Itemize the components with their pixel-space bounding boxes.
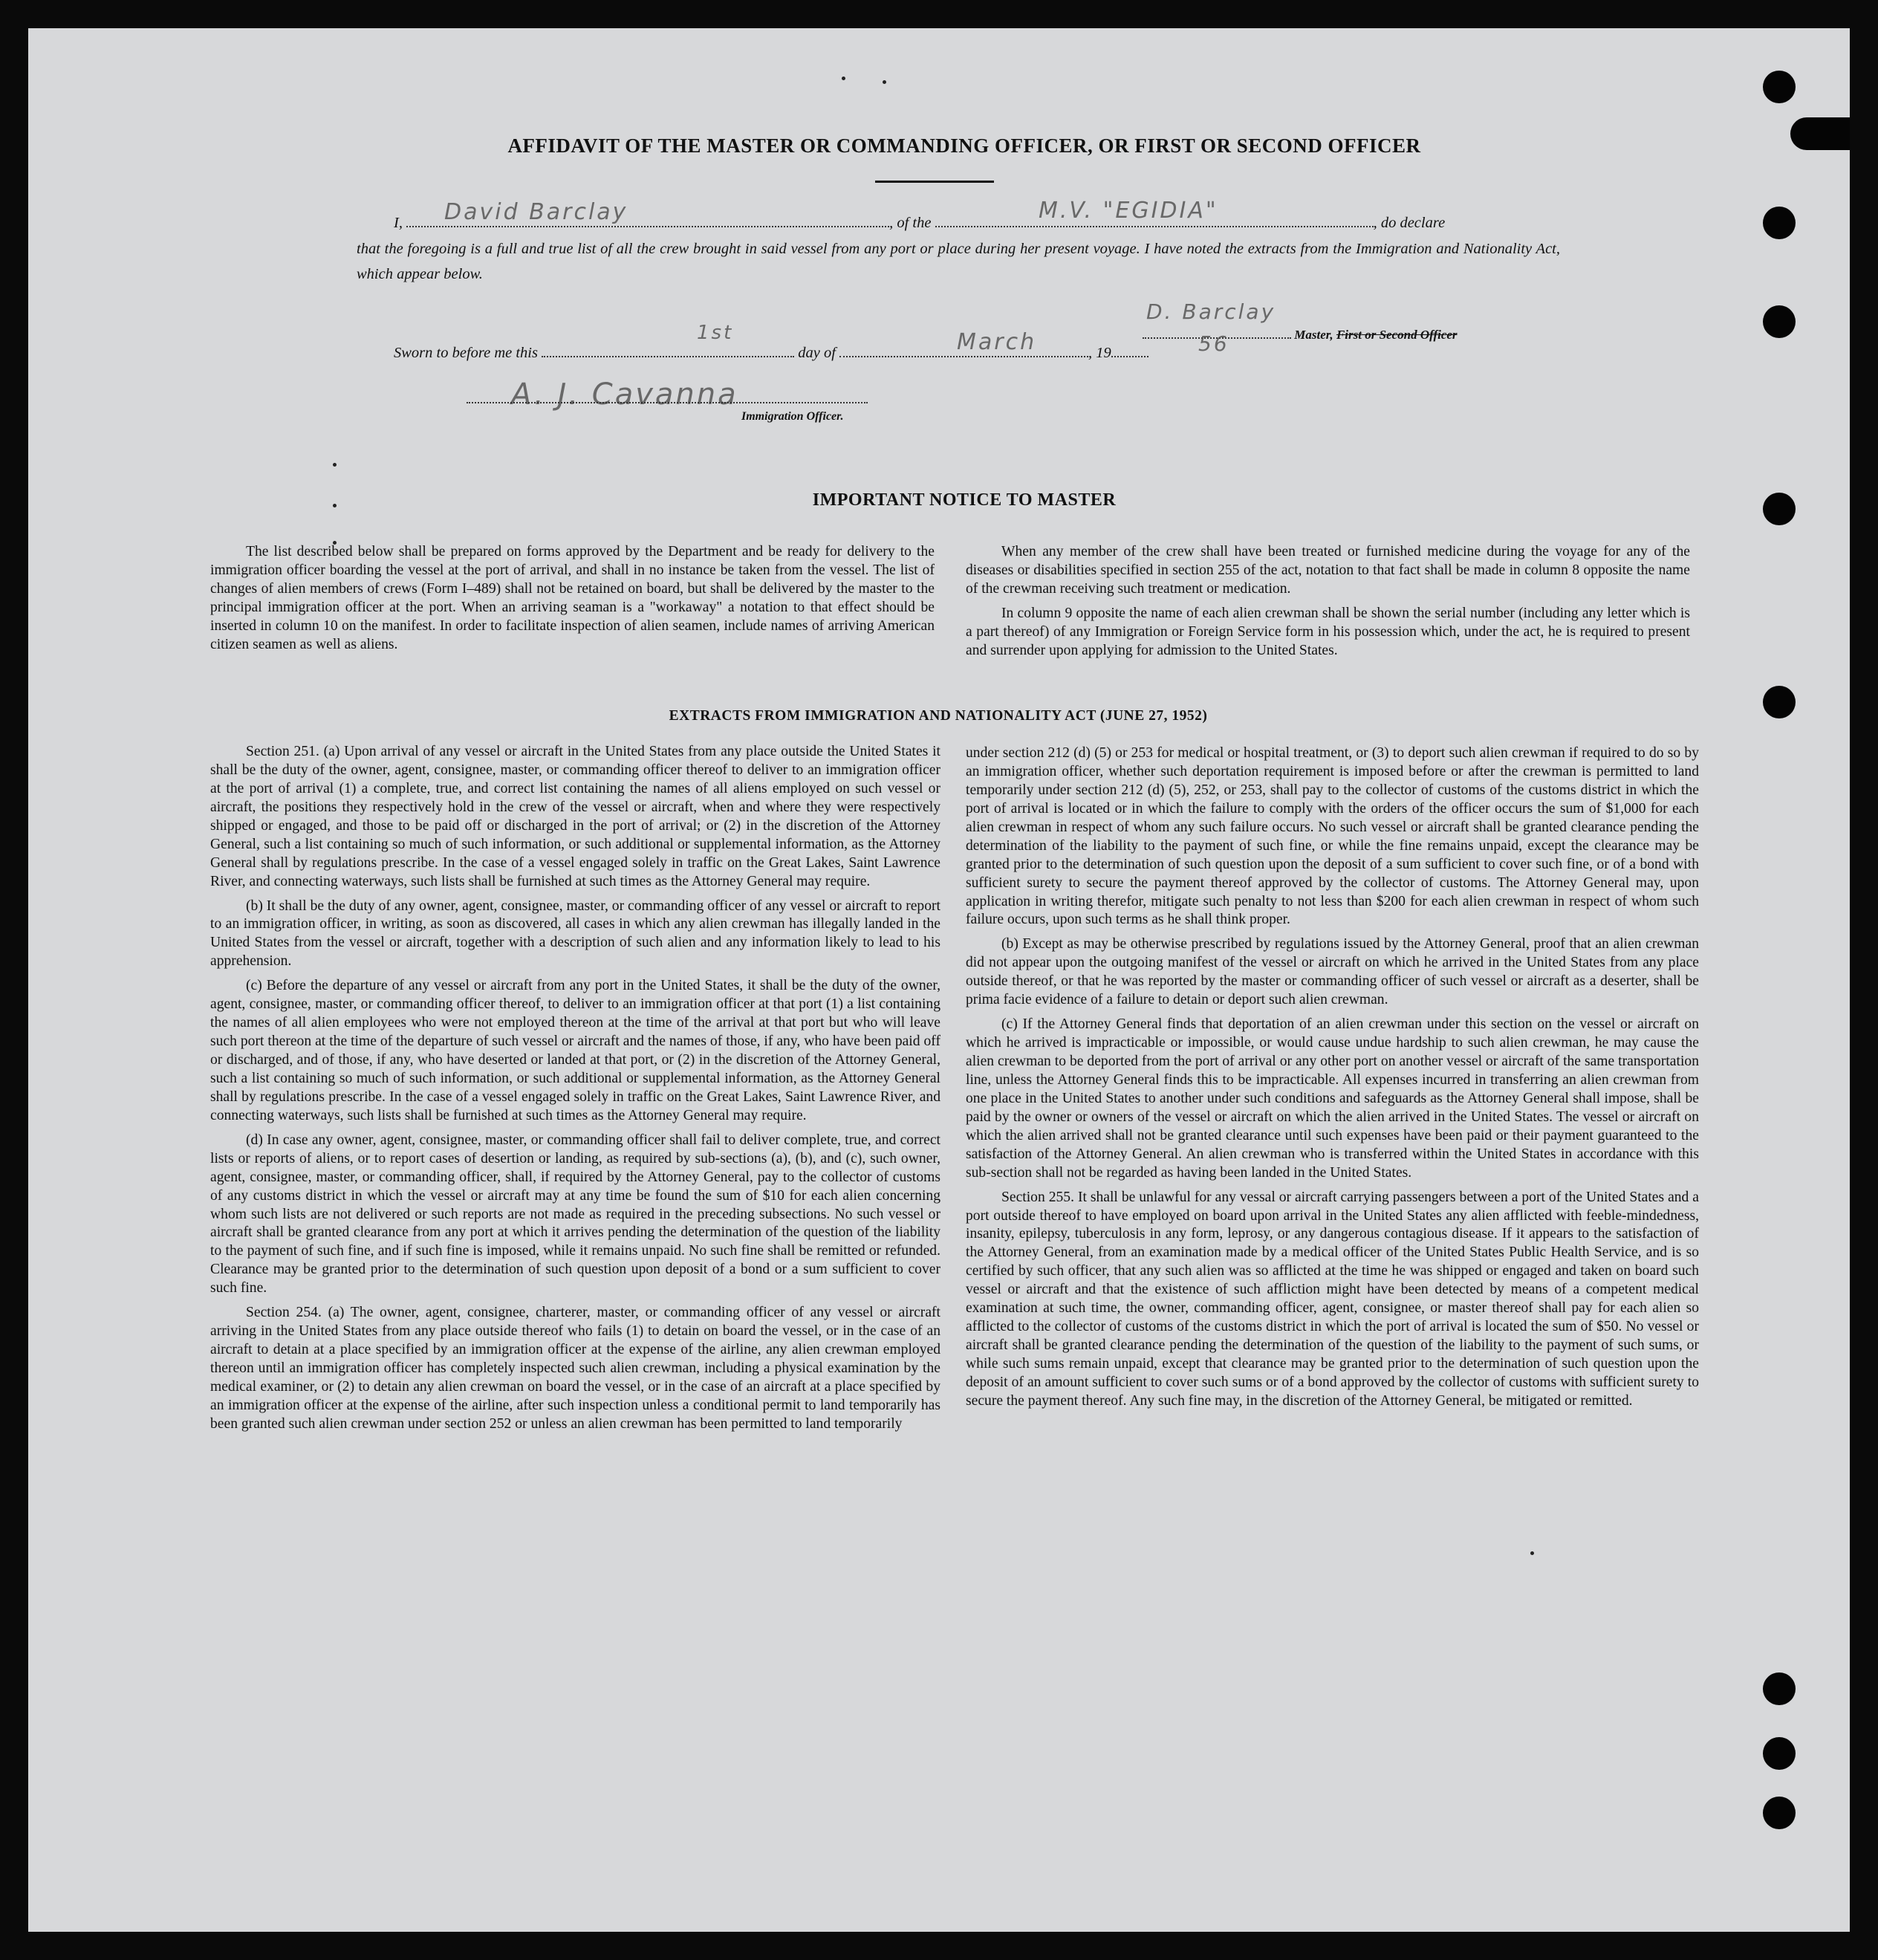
scan-speck — [1530, 1551, 1534, 1555]
master-signature: D. Barclay — [1146, 299, 1276, 324]
notice-right-column — [966, 542, 1690, 666]
notice-paragraph: When any member of the crew shall have been treated or furnished medicine during the voyage for any of the diseases or disabilities specified in section 255 of the act, notation to that fact shall be made in column 8 opposite the name of the crewman receiving such treatment or medication. — [966, 544, 1690, 597]
declaration-statement: that the foregoing is a full and true list of all the crew brought in said vessel from any port or place during her present voyage. I have noted the extracts from the Immigration and Nationality Act, which appear below. — [357, 241, 1560, 282]
notice-paragraph: The list described below shall be prepared on forms approved by the Department and be ready for delivery to the immigration officer boarding the vessel at the port of arrival, and shall in no instance be taken from the vessel. The list of changes of alien members of crews (Form I–489) shall not be retained on board, but shall be delivered by the master to the principal immigration officer at the port. When an arriving seaman is a "workaway" a notation to that effect should be inserted in column 10 on the manifest. In order to facilitate inspection of alien seamen, include names of arriving American citizen seamen as well as aliens. — [210, 544, 935, 653]
year-field — [1111, 356, 1148, 357]
vessel-handwriting: M.V. "EGIDIA" — [1039, 198, 1218, 224]
extract-paragraph: (b) Except as may be otherwise prescribed by regulations issued by the Attorney General, proof that an alien crewman did not appear upon the outgoing manifest of the vessel or aircraft on which he arrived in the United States from any place outside thereof, or that he was reported by the master or commanding officer of such vessel or aircraft as a deserter, shall be prima facie evidence of a failure to detain or deport such alien crewman. — [966, 936, 1699, 1008]
binder-hole — [1763, 71, 1796, 103]
year-handwriting: 56 — [1198, 331, 1229, 356]
extract-paragraph: Section 254. (a) The owner, agent, consignee, charterer, master, or commanding officer of any vessel or aircraft arriving in the United States from any place outside thereof who fails (1) to detain on board the vessel, or in the case of an aircraft to detain at a place specified by an immigration officer at the expense of the airline, any alien crewman employed thereon until an immigration officer has completely inspected such alien crewman, including a physical examination by the medical examiner, or (2) to detain any alien crewman on board the vessel, or in the case of an aircraft at a place specified by an immigration officer at the expense of the airline, after such inspection unless a conditional permit to land temporarily has been granted such alien crewman under section 252 or unless an alien crewman has been permitted to land temporarily — [210, 1305, 940, 1432]
binder-tab — [1790, 117, 1850, 150]
immigration-officer-line — [467, 392, 868, 425]
notice-left-column — [210, 542, 935, 661]
scan-speck — [842, 77, 845, 80]
extract-paragraph: (c) Before the departure of any vessel or aircraft from any port in the United States, it shall be the duty of the owner, agent, consignee, master, or commanding officer thereof, to deliver to an immigration officer at that port (1) a list containing the names of all alien employees who were not employed thereon at the time of the arrival at that port but who will leave such port thereon at the time of the departure of such vessel or aircraft and the names of those, if any, who have been paid off or discharged, and of those, if any, who have deserted or landed at that port, or (2) in the discretion of the Attorney General, such a list containing so much of such information, or such additional or supplemental information, as the Attorney General shall by regulations prescribe. In the case of a vessel engaged solely in traffic on the Great Lakes, Saint Lawrence River, and connecting waterways, such lists shall be furnished at such times as the Attorney General may require. — [210, 978, 940, 1123]
sworn-line — [394, 340, 1285, 366]
binder-hole — [1763, 686, 1796, 718]
immigration-officer-signature: A. J. Cavanna — [511, 377, 738, 412]
extract-paragraph: (d) In case any owner, agent, consignee, master, or commanding officer shall fail to deliver complete, true, and correct lists or reports of aliens, or to report cases of desertion or landing, as required by sub-sections (a), (b), and (c), such owner, agent, consignee, master, or commanding officer, shall, if required by the Attorney General, pay to the collector of customs of any customs district in which the vessel or aircraft may at any time be found the sum of $10 for each alien concerning whom such lists are not delivered or such reports are not made as required in the preceding subsections. No such vessel or aircraft shall be granted clearance from any port at which it arrives pending the determination of the question of the liability to the payment of such fine, and if such fine is imposed, while it remains unpaid. No such fine shall be remitted or refunded. Clearance may be granted prior to the determination of such question upon deposit of a bond or a sum sufficient to cover such fine. — [210, 1132, 940, 1297]
day-field — [542, 356, 794, 357]
title-rule — [875, 181, 994, 183]
extract-paragraph: (b) It shall be the duty of any owner, agent, consignee, master, or commanding officer of any vessel or aircraft to report to an immigration officer, in writing, as soon as discovered, all cases in which any alien crewman has illegally landed in the United States from the vessel or aircraft, together with a description of such alien and any information likely to lead to his apprehension. — [210, 898, 940, 970]
binder-hole — [1763, 493, 1796, 525]
extracts-title: EXTRACTS FROM IMMIGRATION AND NATIONALITY ACT (JUNE 27, 1952) — [669, 708, 1208, 724]
notice-title: IMPORTANT NOTICE TO MASTER — [812, 490, 1117, 510]
extract-paragraph: under section 212 (d) (5) or 253 for medical or hospital treatment, or (3) to deport such alien crewman if required to do so by an immigration officer, whether such deportation requirement is imposed before or after the crewman is permitted to land temporarily under section 212 (d) (5), 252, or 253, shall pay to the collector of customs of the customs district in which the port of arrival is located or in which the failure to comply with the orders of the officer occurs the sum of $1,000 for each alien crewman in respect of whom any such failure occurs. No such vessel or aircraft shall be granted clearance pending the determination of the liability to the payment of such fine, or while the fine remains unpaid, except the clearance may be granted prior to the determination of such question upon the deposit of a sum sufficient to cover such fine, or of a bond with sufficient surety to secure the payment thereof approved by the collector of customs. The Attorney General may, upon application in writing therefor, mitigate such penalty to not less than $200 for each alien crewman in respect of whom such failure occurs, upon such terms as he shall think proper. — [966, 745, 1699, 928]
immigration-officer-field — [467, 395, 868, 403]
name-handwriting: David Barclay — [444, 199, 628, 225]
scan-speck — [883, 80, 886, 84]
vessel-field — [935, 226, 1374, 227]
day-handwriting: 1st — [697, 322, 734, 344]
month-field — [839, 356, 1088, 357]
binder-hole — [1763, 1797, 1796, 1829]
immigration-officer-label: Immigration Officer. — [741, 410, 844, 423]
binder-hole — [1763, 1672, 1796, 1705]
master-label: Master, — [1294, 328, 1333, 342]
of-the-label: , of the — [889, 215, 932, 231]
scan-speck — [333, 463, 337, 467]
extracts-right-column — [966, 744, 1699, 1417]
binder-hole — [1763, 305, 1796, 338]
day-of-label: day of — [798, 345, 836, 361]
binder-hole — [1763, 1737, 1796, 1770]
extracts-left-column — [210, 743, 940, 1440]
notice-paragraph: In column 9 opposite the name of each alien crewman shall be shown the serial number (including any letter which is a part thereof) of any Immigration or Foreign Service form in his possession which, under the act, he is required to present and surrender upon applying for admission to the United States. — [966, 606, 1690, 659]
year-prefix-label: , 19 — [1088, 345, 1111, 361]
officer-struck-label: First or Second Officer — [1336, 328, 1458, 342]
extract-paragraph: (c) If the Attorney General finds that deportation of an alien crewman under this section on the vessel or aircraft on which he arrived is impracticable or impossible, or would cause undue hardship to such alien crewman, he may cause the alien crewman to be deported from the port of arrival or any other port on another vessel or aircraft of the same transportation line, unless the Attorney General finds this to be impracticable. All expenses incurred in transferring an alien crewman from one place in the United States to another under such conditions and safeguards as the Attorney General shall impose, shall be paid by the owner or owners of the vessel or aircraft on which the alien arrived in the United States. The vessel or aircraft on which the alien arrived shall not be granted clearance until such expenses have been paid or their payment guaranteed to the satisfaction of the Attorney General. An alien crewman who is transferred within the United States in accordance with this sub-section shall not be regarded as having been landed in the United States. — [966, 1016, 1699, 1181]
name-field — [406, 226, 889, 227]
document-page — [28, 28, 1850, 1932]
do-declare-label: , do declare — [1373, 215, 1446, 231]
affidavit-title: AFFIDAVIT OF THE MASTER OR COMMANDING OFFICER, OR FIRST OR SECOND OFFICER — [507, 134, 1421, 157]
pre-name-label: I, — [394, 215, 403, 231]
extract-paragraph: Section 255. It shall be unlawful for any vessal or aircraft carrying passengers between a port of the United States and a port outside thereof to have employed on board upon arrival in the United States any alien afflicted with feeble-mindedness, insanity, epilepsy, tuberculosis in any form, leprosy, or any dangerous contagious disease. If it appears to the satisfaction of the Attorney General, from an examination made by a medical officer of the United States Public Health Service, and is so certified by such officer, that any such alien was so afflicted at the time he was shipped or engaged and taken on board such vessel or aircraft and that the existence of such affliction might have been detected by means of a competent medical examination at such time, the owner, commanding officer, agent, consignee, or master thereof shall pay for each alien so afflicted to the collector of customs of the customs district in which the port of arrival is located the sum of $50. No vessel or aircraft shall be granted clearance pending the determination of the question of the liability to the payment of such sums, or while such sums remain unpaid, except that clearance may be granted prior to the determination of such question upon the deposit of an amount sufficient to cover such sums or of a bond approved by the collector of customs with sufficient surety to secure the payment thereof. Any such fine may, in the discretion of the Attorney General, be mitigated or remitted. — [966, 1189, 1699, 1409]
binder-hole — [1763, 207, 1796, 239]
month-handwriting: March — [957, 329, 1037, 355]
sworn-label: Sworn to before me this — [394, 345, 538, 361]
extract-paragraph: Section 251. (a) Upon arrival of any vessel or aircraft in the United States from any place outside the United States it shall be the duty of the owner, agent, consignee, master, or commanding officer thereof to deliver to an immigration officer at the port of arrival (1) a complete, true, and correct list containing the names of all aliens employed on such vessel or aircraft, the positions they respectively hold in the crew of the vessel or aircraft, when and where they were respectively shipped or engaged, and those to be paid off or discharged in the port of arrival; or (2) in the discretion of the Attorney General, such a list containing so much of such information, or such additional or supplemental information, as the Attorney General shall by regulations prescribe. In the case of a vessel engaged solely in traffic on the Great Lakes, Saint Lawrence River, and connecting waterways, such lists shall be furnished at such times as the Attorney General may require. — [210, 744, 940, 889]
